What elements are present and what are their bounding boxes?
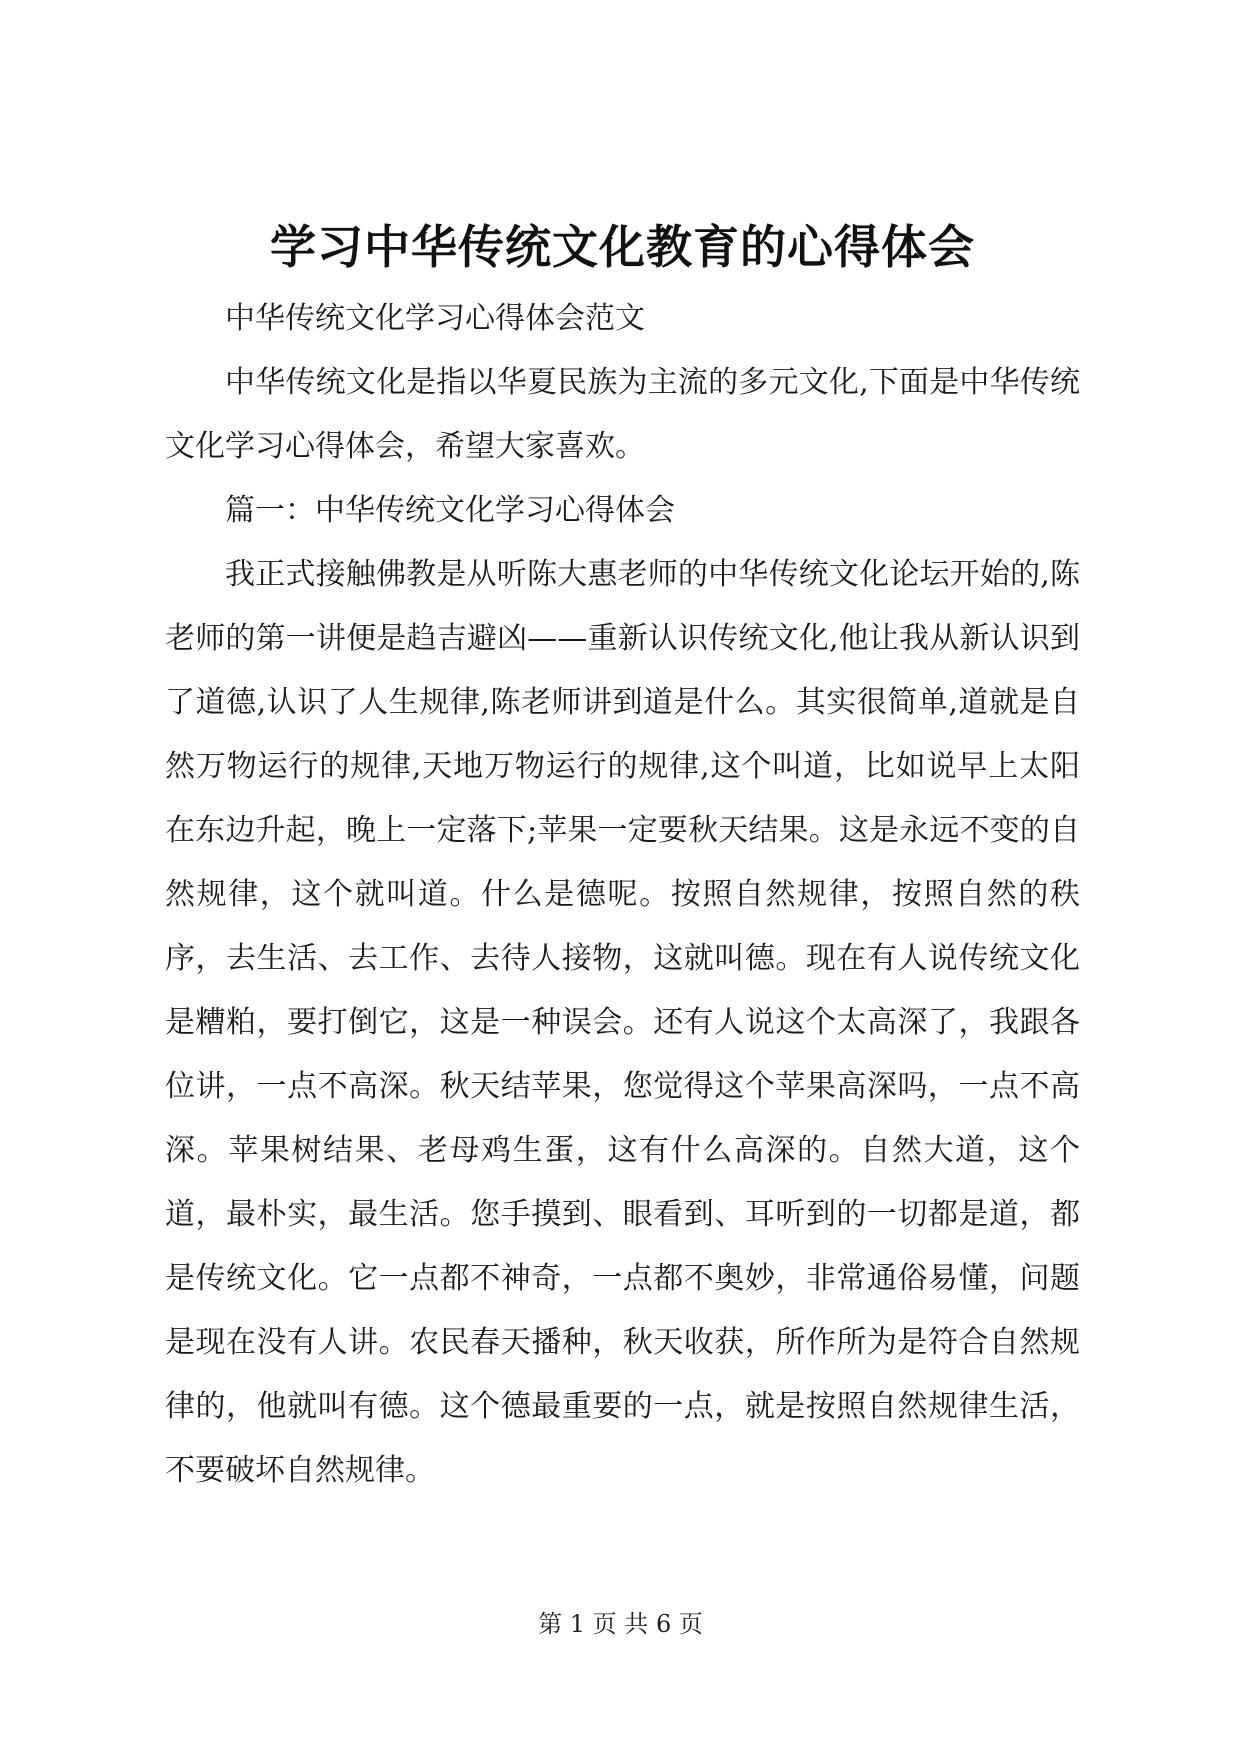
page-number-footer: 第 1 页 共 6 页 <box>538 1610 703 1638</box>
subtitle-paragraph: 中华传统文化学习心得体会范文 <box>225 301 645 336</box>
intro-paragraph: 中华传统文化是指以华夏民族为主流的多元文化,下面是中华传统文化学习心得体会，希望大家喜欢。 <box>165 365 1080 464</box>
document-body <box>165 215 1080 1503</box>
body-paragraph: 我正式接触佛教是从听陈大惠老师的中华传统文化论坛开始的,陈老师的第一讲便是趋吉避凶——重新认识传统文化,他让我从新认识到了道德,认识了人生规律,陈老师讲到道是什么。其实很简单,道就是自然万物运行的规律,天地万物运行的规律,这个叫道，比如说早上太阳在东边升起，晚上一定落下;苹果一定要秋天结果。这是永远不变的自然规律，这个就叫道。什么是德呢。按照自然规律，按照自然的秩序，去生活、去工作、去待人接物，这就叫德。现在有人说传统文化是糟粕，要打倒它，这是一种误会。还有人说这个太高深了，我跟各位讲，一点不高深。秋天结苹果，您觉得这个苹果高深吗，一点不高深。苹果树结果、老母鸡生蛋，这有什么高深的。自然大道，这个道，最朴实，最生活。您手摸到、眼看到、耳听到的一切都是道，都是传统文化。它一点都不神奇，一点都不奥妙，非常通俗易懂，问题是现在没有人讲。农民春天播种，秋天收获，所作所为是符合自然规律的，他就叫有德。这个德最重要的一点，就是按照自然规律生活，不要破坏自然规律。 <box>165 557 1080 1488</box>
section-heading: 篇一：中华传统文化学习心得体会 <box>225 493 675 528</box>
document-title: 学习中华传统文化教育的心得体会 <box>270 220 975 274</box>
